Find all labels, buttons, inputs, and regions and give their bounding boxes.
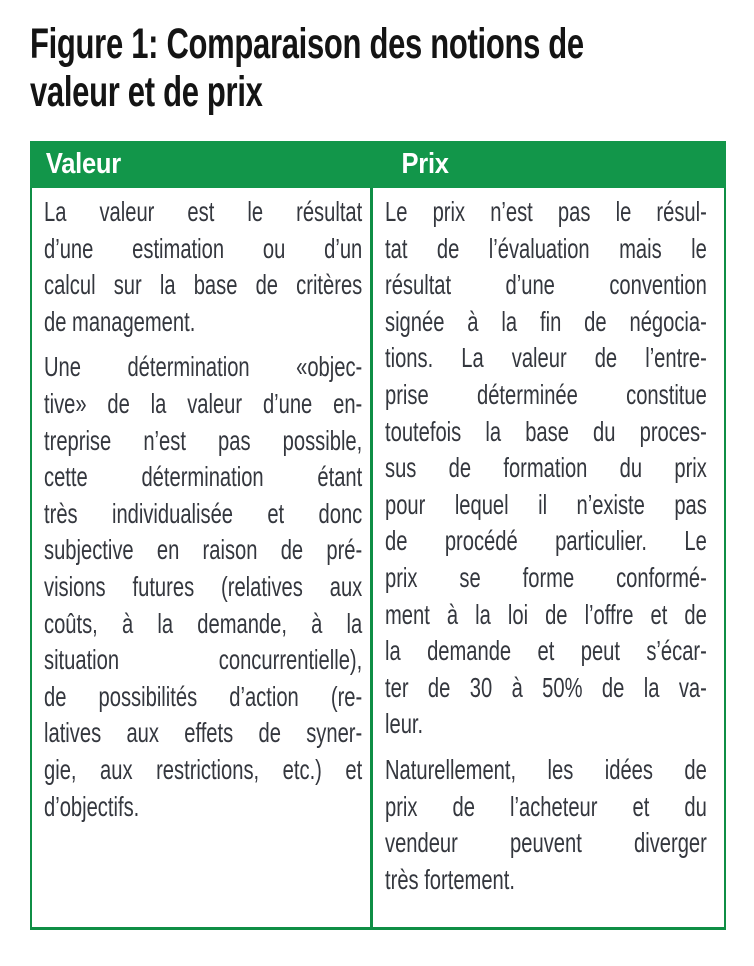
paragraph xyxy=(44,194,362,340)
paragraph xyxy=(385,194,707,743)
text-line: pour lequel il n’existe pas xyxy=(385,488,707,520)
text-line: d’une estimation ou d’un xyxy=(44,232,363,264)
figure-title-line-1: Figure 1: Comparaison des notions de xyxy=(30,20,584,68)
text-line: latives aux effets de syner- xyxy=(44,717,363,749)
text-line: gie, aux restrictions, etc.) et xyxy=(44,753,363,785)
comparison-table xyxy=(30,141,726,930)
text-line: calcul sur la base de critères xyxy=(44,269,363,301)
column-valeur-text xyxy=(44,194,362,825)
text-line: leur. xyxy=(385,708,424,740)
text-line: très individualisée et donc xyxy=(44,497,363,529)
text-line: visions futures (relatives aux xyxy=(44,570,363,602)
text-line: ment à la loi de l’offre et de xyxy=(385,598,707,630)
text-line: situation concurrentielle), xyxy=(44,644,363,676)
text-line: de management. xyxy=(44,305,196,337)
text-line: ter de 30 à 50% de la va- xyxy=(385,671,707,703)
text-line: subjective en raison de pré- xyxy=(44,534,363,566)
header-cell-prix: Prix xyxy=(401,148,449,180)
column-prix-text xyxy=(385,194,707,898)
text-line: la demande et peut s’écar- xyxy=(385,635,707,667)
header-cell-valeur: Valeur xyxy=(45,148,121,180)
text-line: de possibilités d’action (re- xyxy=(44,680,363,712)
text-line: de procédé particulier. Le xyxy=(385,525,707,557)
text-line: toutefois la base du proces- xyxy=(385,415,707,447)
text-line: d’objectifs. xyxy=(44,790,140,822)
text-line: vendeur peuvent diverger xyxy=(385,827,707,859)
text-line: tions. La valeur de l’entre- xyxy=(385,342,707,374)
text-line: tat de l’évaluation mais le xyxy=(385,232,707,264)
text-line: treprise n’est pas possible, xyxy=(44,424,363,456)
text-line: résultat d’une convention xyxy=(385,269,707,301)
table-body xyxy=(30,188,726,930)
figure-title-line-2: valeur et de prix xyxy=(30,68,263,116)
text-line: Naturellement, les idées de xyxy=(385,753,707,785)
text-line: prise déterminée constitue xyxy=(385,378,707,410)
text-line: Une détermination «objec- xyxy=(44,351,363,383)
text-line: Le prix n’est pas le résul- xyxy=(385,196,707,227)
text-line: cette détermination étant xyxy=(44,461,363,493)
text-line: signée à la fin de négocia- xyxy=(385,305,707,337)
text-line: sus de formation du prix xyxy=(385,452,707,484)
table-header-row xyxy=(30,141,726,188)
text-line: coûts, à la demande, à la xyxy=(44,607,363,639)
figure-title xyxy=(30,20,678,116)
text-line: La valeur est le résultat xyxy=(44,196,363,227)
paragraph xyxy=(385,752,707,898)
text-line: prix se forme conformé- xyxy=(385,561,707,593)
text-line: très fortement. xyxy=(385,863,515,895)
paragraph xyxy=(44,349,362,825)
text-line: tive» de la valeur d’une en- xyxy=(44,387,363,419)
column-valeur xyxy=(32,188,373,927)
text-line: prix de l’acheteur et du xyxy=(385,790,707,822)
column-prix xyxy=(373,188,724,927)
